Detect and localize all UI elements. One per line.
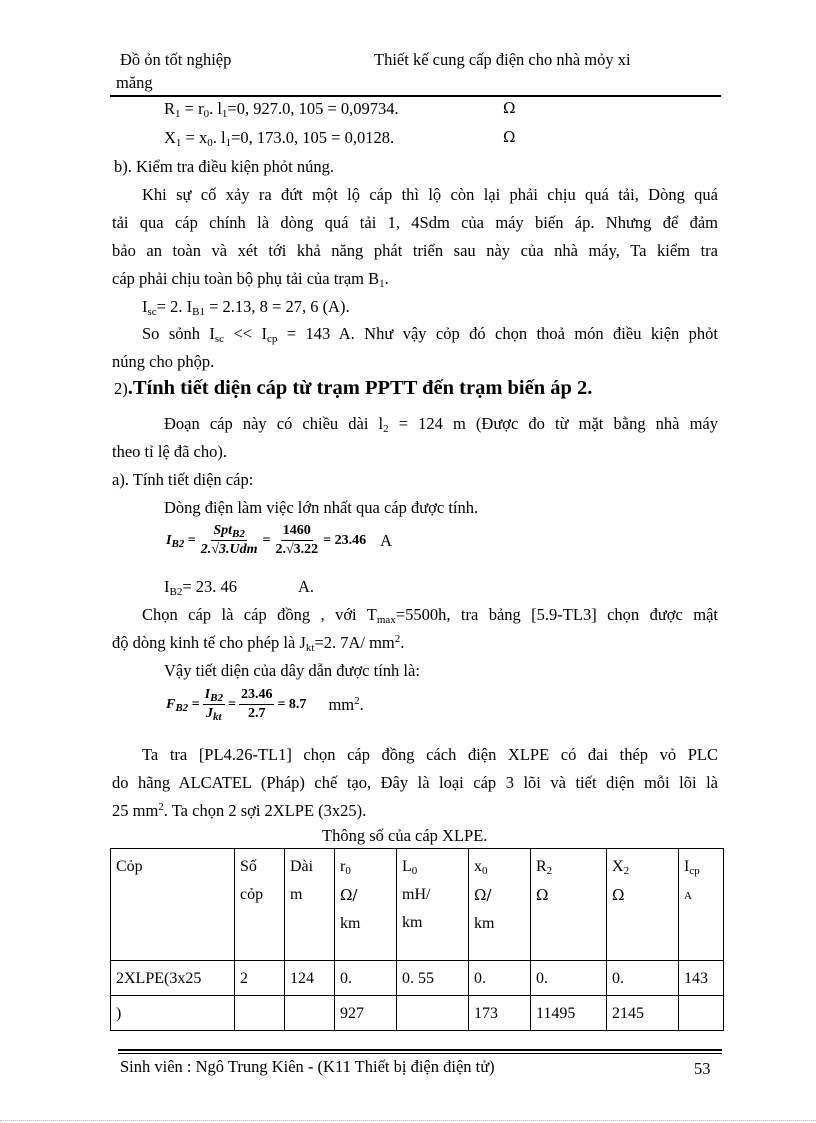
table-cell: 2 bbox=[235, 961, 285, 996]
paragraph-line: núng cho phộp. bbox=[112, 352, 215, 371]
table-header-row bbox=[111, 849, 724, 961]
header-cell: $x_0$ Ω/ km bbox=[469, 849, 531, 961]
ib2-value: $I_{B2}= 23$. 46 bbox=[164, 577, 238, 598]
cable-parameters-table bbox=[110, 848, 724, 1031]
header-cell: Số cỏp bbox=[235, 849, 285, 961]
paragraph-line: Dòng điện làm việc lớn nhất qua cáp được tính. bbox=[164, 498, 479, 517]
table-row bbox=[111, 961, 724, 996]
header-continuation: măng bbox=[116, 73, 153, 92]
table-row bbox=[111, 996, 724, 1031]
table-cell: 11495 bbox=[531, 996, 607, 1031]
table-cell bbox=[679, 996, 724, 1031]
section-a-heading: a). Tính tiết diện cáp: bbox=[112, 470, 254, 489]
table-cell bbox=[235, 996, 285, 1031]
r1-formula: $R_1 = r_0$. $l_1=0$, 927.0, 105 = 0,09734. bbox=[164, 99, 399, 120]
table-cell bbox=[397, 996, 469, 1031]
header-cell: $R_2$ Ω bbox=[531, 849, 607, 961]
table-cell: 927 bbox=[335, 996, 397, 1031]
paragraph-line: Đoạn cáp này có chiều dài $l_2 = 124$ m (Được đo từ mặt bằng nhà máy bbox=[164, 414, 718, 435]
paragraph-line: So sỏnh $I_{sc} << I_{cp} = 143$ A. Như vậy cỏp đó chọn thoả món điều kiện phỏt bbox=[142, 324, 719, 345]
header-right: Thiết kế cung cấp điện cho nhà mỏy xi bbox=[374, 50, 631, 69]
isc-formula: $I_{sc}= 2$. $I_{B1} = 2.13$, 8 = 27, 6 (A). bbox=[142, 297, 350, 318]
ib2-unit: A. bbox=[298, 577, 315, 596]
header-left: Đồ ỏn tốt nghiệp bbox=[120, 50, 232, 69]
table-cell: 0. bbox=[469, 961, 531, 996]
paragraph-line: cáp phải chịu toàn bộ phụ tải của trạm $B_1$. bbox=[112, 269, 389, 290]
table-cell: ) bbox=[111, 996, 235, 1031]
paragraph-line: do hãng ALCATEL (Pháp) chế tạo, Đây là loại cáp 3 lõi và tiết diện mỗi lõi là bbox=[112, 773, 718, 792]
current-formula: $I_{B2}$ = $\frac{Spt_{B2}}{\text{2.√3.Udm}}$ = $\frac{1460}{2.√3.22}$ = 23.46 A bbox=[166, 523, 393, 557]
paragraph-line: 25 $mm^2$. Ta chọn 2 sợi 2XLPE (3x25). bbox=[112, 801, 367, 820]
page-edge bbox=[0, 1120, 816, 1121]
header-rule bbox=[110, 95, 721, 97]
header-cell: $I_{cp}$ A bbox=[679, 849, 724, 961]
paragraph-line: độ dòng kinh tế cho phép là $J_{kt}=2$. 7A/ $mm^2$. bbox=[112, 633, 405, 654]
table-cell: 173 bbox=[469, 996, 531, 1031]
footer-rule-bottom bbox=[118, 1053, 722, 1054]
table-cell: 2145 bbox=[607, 996, 679, 1031]
header-cell: $L_0$ mH/ km bbox=[397, 849, 469, 961]
header-cell: $X_2$ Ω bbox=[607, 849, 679, 961]
section-b-heading: b). Kiểm tra điều kiện phỏt núng. bbox=[114, 157, 334, 176]
table-cell: 0. bbox=[531, 961, 607, 996]
table-cell: 0. bbox=[607, 961, 679, 996]
header-cell: Dài m bbox=[285, 849, 335, 961]
paragraph-line: Vậy tiết diện của dây dẫn được tính là: bbox=[164, 661, 420, 680]
header-cell: Cỏp bbox=[111, 849, 235, 961]
x1-formula: $X_1 = x_0$. $l_1=0$, 173.0, 105 = 0,0128. bbox=[164, 128, 395, 149]
table-cell bbox=[285, 996, 335, 1031]
table-cell: 0. 55 bbox=[397, 961, 469, 996]
page-number: 53 bbox=[694, 1059, 711, 1078]
table-cell: 124 bbox=[285, 961, 335, 996]
paragraph-line: bảo an toàn và xét tới khả năng phát triển sau này của nhà máy, Ta kiểm tra bbox=[112, 241, 718, 260]
table-cell: 143 bbox=[679, 961, 724, 996]
ohm-symbol: Ω bbox=[503, 128, 516, 146]
ohm-symbol: Ω bbox=[503, 99, 516, 117]
paragraph-line: theo tỉ lệ đã cho). bbox=[112, 442, 228, 461]
paragraph-line: Khi sự cố xảy ra đứt một lộ cáp thì lộ còn lại phải chịu quá tải, Dòng quá bbox=[142, 185, 718, 204]
header-cell: $r_0$ Ω/ km bbox=[335, 849, 397, 961]
paragraph-line: Chọn cáp là cáp đồng , với $T_{max}=5500h$, tra bảng [5.9-TL3] chọn được mật bbox=[142, 605, 718, 626]
footer-student: Sinh viên : Ngô Trung Kiên - (K11 Thiết bị điện điện tử) bbox=[120, 1057, 495, 1076]
table-cell: 0. bbox=[335, 961, 397, 996]
paragraph-line: Ta tra [PL4.26-TL1] chọn cáp đồng cách điện XLPE có đai thép vỏ PLC bbox=[142, 745, 718, 764]
footer-rule-top bbox=[118, 1049, 722, 1051]
table-cell: 2XLPE(3x25 bbox=[111, 961, 235, 996]
paragraph-line: tải qua cáp chính là dòng quá tải 1, 4Sdm của máy biến áp. Nhưng để đảm bbox=[112, 213, 718, 232]
section-formula: $F_{B2}$ = $\frac{I_{B2}}{J_{kt}}$ = $\frac{23.46}{2.7}$ = 8.7 $mm^2$. bbox=[166, 687, 364, 723]
section-heading-2: 2).Tính tiết diện cáp từ trạm PPTT đến trạm biến áp 2. bbox=[114, 377, 593, 399]
table-caption: Thông số của cáp XLPE. bbox=[322, 826, 488, 845]
